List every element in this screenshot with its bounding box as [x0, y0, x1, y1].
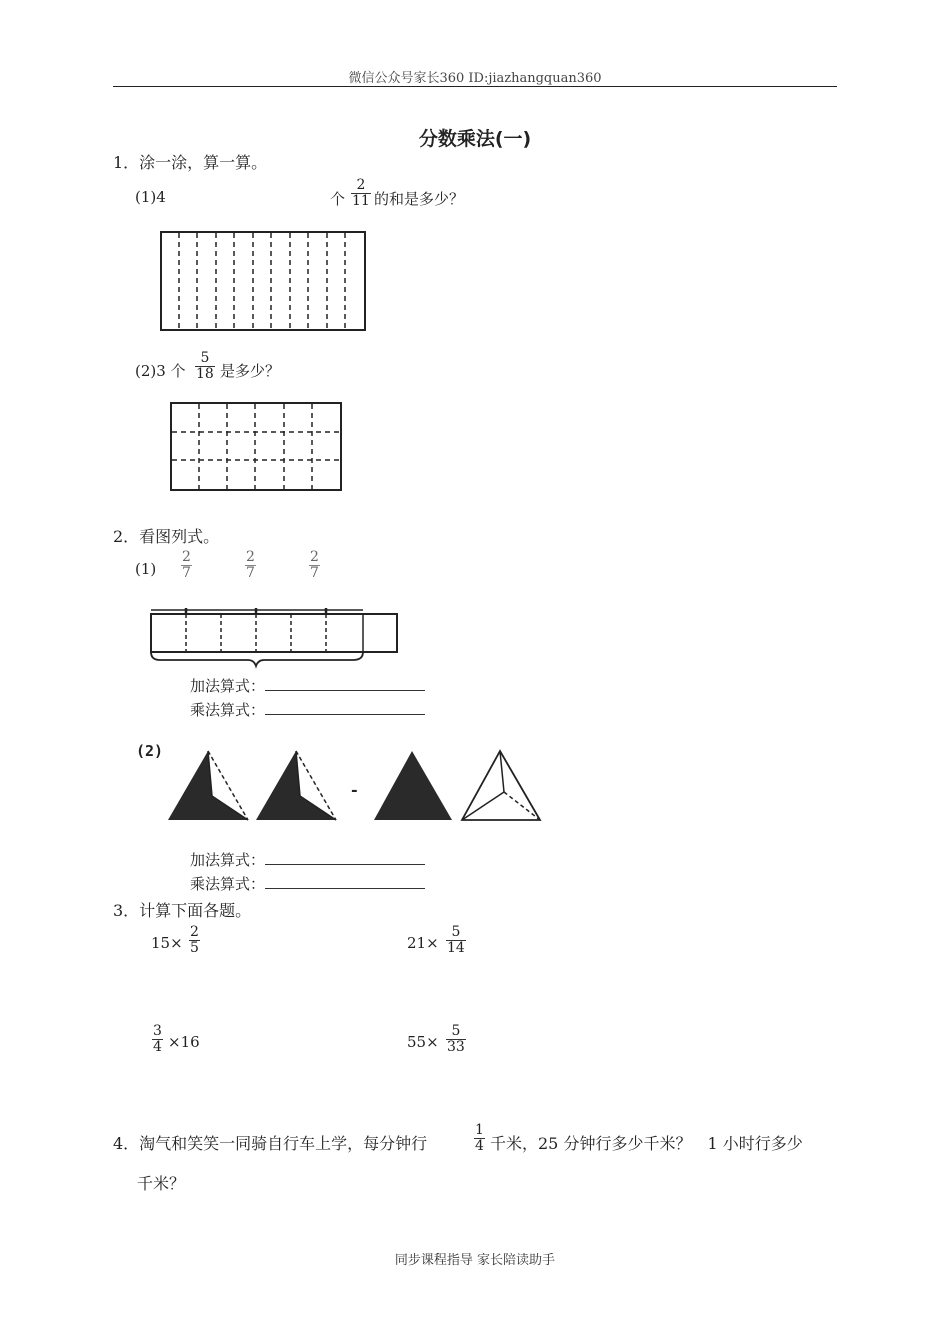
page-header: 微信公众号家长360 ID:jiazhangquan360	[348, 71, 602, 86]
fraction-denominator: 4	[153, 1039, 162, 1055]
grid-dashed-lines	[172, 404, 340, 489]
q3-item-2-pre: 21×	[407, 934, 439, 952]
q4-fraction	[474, 1123, 485, 1154]
grid-dashed-columns	[179, 233, 345, 329]
page-footer: 同步课程指导 家长陪读助手	[394, 1253, 556, 1268]
fraction-denominator: 5	[190, 940, 199, 956]
q4-text-line2: 千米？	[137, 1174, 186, 1193]
q1-p1-grid-figure[interactable]	[160, 230, 366, 332]
page-title: 分数乘法(一)	[418, 128, 532, 150]
q3-item-1-pre: 15×	[151, 934, 183, 952]
q2-p2-label: (2)	[136, 742, 164, 760]
q3-item-4-fraction	[446, 1024, 466, 1055]
add-answer-blank[interactable]	[265, 676, 425, 691]
mul-answer-blank[interactable]	[265, 874, 425, 889]
q3-item-2-fraction	[446, 925, 466, 956]
q3-item-1-fraction	[189, 925, 200, 956]
add-label: 加法算式：	[190, 851, 266, 869]
fraction-numerator: 2	[246, 549, 255, 565]
fraction-denominator: 4	[475, 1138, 484, 1154]
q3-item-3-post: ×16	[168, 1033, 200, 1051]
q1-p1-suffix: 的和是多少？	[374, 190, 465, 208]
fraction-denominator: 18	[196, 366, 214, 382]
q2-p1-strip-figure	[148, 604, 402, 670]
fraction-numerator: 2	[356, 177, 366, 193]
q3-item-3-fraction	[152, 1024, 163, 1055]
triangle-3	[374, 751, 452, 820]
q2-p1-fraction-3	[309, 550, 320, 581]
q1-p2-prefix: (2)3 个	[135, 362, 186, 380]
q2-p1-add-row	[190, 675, 425, 696]
q1-p1-prefix: (1)4	[135, 188, 166, 206]
strip-border	[151, 614, 397, 652]
triangle-1	[168, 751, 248, 820]
mul-label: 乘法算式：	[190, 701, 266, 719]
fraction-denominator: 7	[182, 565, 191, 581]
fraction-numerator: 2	[190, 924, 199, 940]
q1-heading: 1．涂一涂，算一算。	[113, 153, 268, 172]
q2-p2-add-row	[190, 849, 425, 870]
fraction-numerator: 3	[153, 1023, 162, 1039]
mul-label: 乘法算式：	[190, 875, 266, 893]
add-label: 加法算式：	[190, 677, 266, 695]
triangle-4	[462, 751, 540, 820]
q4-text-part1: 4．淘气和笑笑一同骑自行车上学，每分钟行	[113, 1134, 428, 1153]
fraction-numerator: 2	[182, 549, 191, 565]
strip-dashed-lines	[186, 614, 326, 652]
header-rule	[113, 86, 837, 87]
q3-item-4-pre: 55×	[407, 1033, 439, 1051]
q1-p1-fraction	[351, 178, 371, 209]
triangle-2	[256, 751, 336, 820]
fraction-numerator: 1	[475, 1122, 484, 1138]
q2-p1-fraction-2	[245, 550, 256, 581]
fraction-numerator: 5	[451, 1023, 461, 1039]
fraction-numerator: 5	[200, 350, 210, 366]
add-answer-blank[interactable]	[265, 850, 425, 865]
q2-p1-label: (1)	[135, 560, 157, 578]
fraction-denominator: 7	[310, 565, 319, 581]
q2-p1-fraction-1	[181, 550, 192, 581]
q2-p2-minus: -	[351, 780, 358, 799]
fraction-denominator: 11	[352, 193, 370, 209]
fraction-denominator: 33	[447, 1039, 465, 1055]
fraction-numerator: 2	[310, 549, 319, 565]
q1-p2-fraction	[195, 351, 215, 382]
brace	[151, 652, 363, 666]
q1-p2-grid-figure[interactable]	[170, 402, 342, 491]
q2-p1-mul-row	[190, 699, 425, 720]
q1-p2-suffix: 是多少？	[220, 362, 281, 380]
fraction-denominator: 7	[246, 565, 255, 581]
q3-heading: 3．计算下面各题。	[113, 901, 252, 920]
q1-p1-mid: 个	[330, 190, 346, 208]
grid-border	[171, 403, 341, 490]
q2-heading: 2．看图列式。	[113, 527, 220, 546]
grid-border	[161, 232, 365, 330]
fraction-numerator: 5	[451, 924, 461, 940]
mul-answer-blank[interactable]	[265, 700, 425, 715]
fraction-denominator: 14	[447, 940, 465, 956]
q4-text-part2: 千米，25 分钟行多少千米？ 1 小时行多少	[490, 1134, 803, 1153]
q2-p2-mul-row	[190, 873, 425, 894]
